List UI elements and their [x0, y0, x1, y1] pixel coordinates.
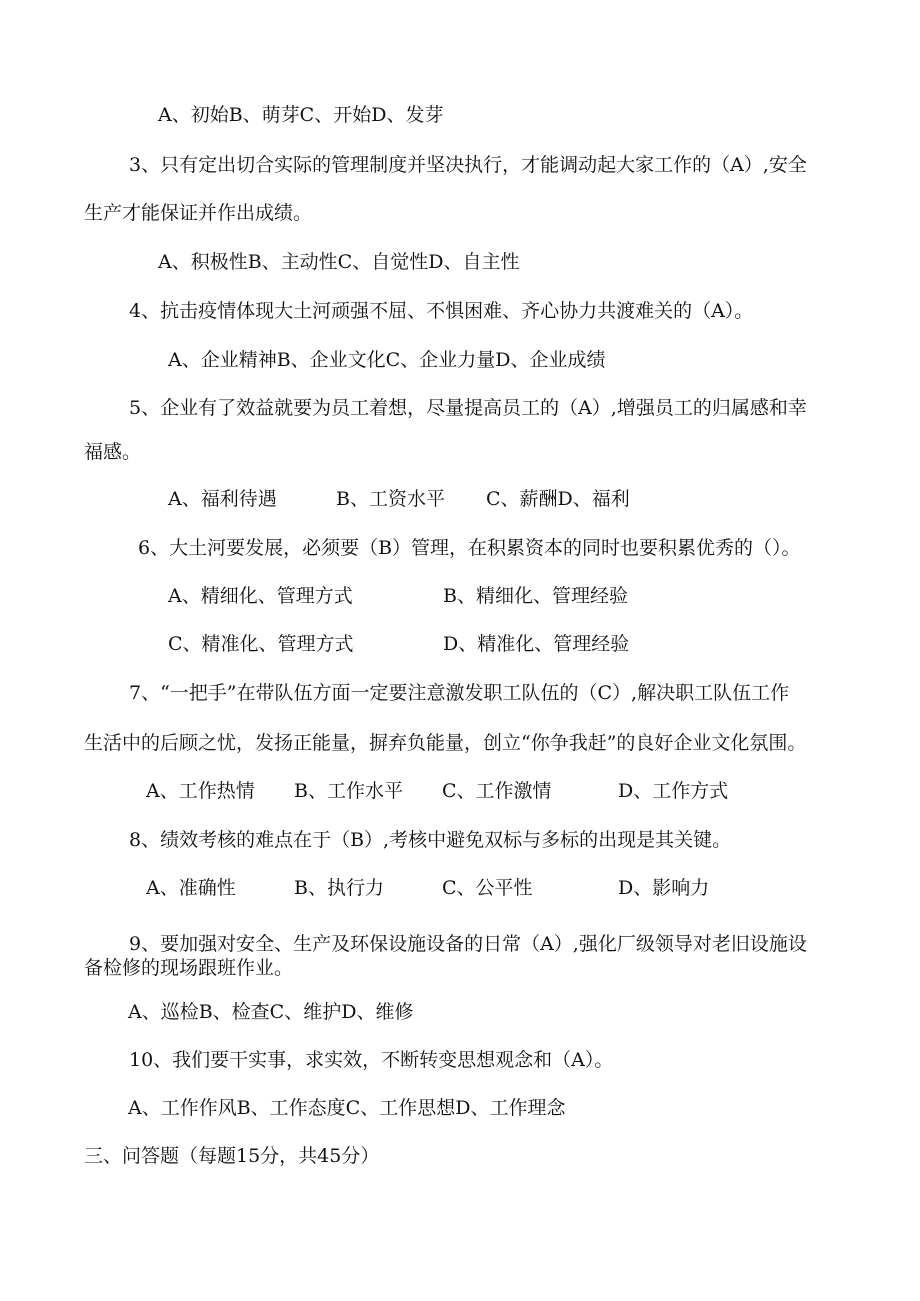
- q5-text-line2: 福感。: [84, 441, 142, 463]
- q8-option-c: C、公平性: [442, 877, 533, 899]
- q7-options: [146, 779, 728, 803]
- q7-text-line2: 生活中的后顾之忧，发扬正能量，摒弃负能量，创立“你争我赶”的良好企业文化氛围。: [84, 732, 807, 754]
- q6-options-row1: [168, 584, 628, 608]
- q9-text-line1: 9、要加强对安全、生产及环保设施设备的日常（A）,强化厂级领导对老旧设施设: [129, 933, 807, 955]
- q6-option-a: A、精细化、管理方式: [168, 585, 353, 607]
- q4-text-line1: 4、抗击疫情体现大土河顽强不屈、不惧困难、齐心协力共渡难关的（A）。: [129, 300, 754, 322]
- q3-options: A、积极性B、主动性C、自觉性D、自主性: [158, 251, 520, 273]
- q4-options: A、企业精神B、企业文化C、企业力量D、企业成绩: [168, 349, 606, 371]
- q7-option-d: D、工作方式: [618, 780, 729, 802]
- q7-option-c: C、工作激情: [442, 780, 552, 802]
- q8-options: [146, 876, 709, 900]
- q5-option-a: A、福利待遇: [168, 488, 277, 510]
- q8-option-a: A、准确性: [146, 877, 236, 899]
- q8-option-b: B、执行力: [294, 877, 384, 899]
- q6-options-row2: [168, 632, 629, 656]
- q6-text-line1: 6、大土河要发展，必须要（B）管理，在积累资本的同时也要积累优秀的（）。: [138, 537, 801, 559]
- q7-text-line1: 7、“一把手”在带队伍方面一定要注意激发职工队伍的（C）,解决职工队伍工作: [129, 682, 790, 704]
- q7-option-a: A、工作热情: [146, 780, 255, 802]
- q9-text-line2: 备检修的现场跟班作业。: [84, 957, 294, 979]
- q6-option-d: D、精准化、管理经验: [443, 633, 630, 655]
- q5-text-line1: 5、企业有了效益就要为员工着想，尽量提高员工的（A）,增强员工的归属感和幸: [129, 397, 807, 419]
- q5-options: [168, 487, 630, 511]
- q7-option-b: B、工作水平: [294, 780, 403, 802]
- q2-options: A、初始B、萌芽C、开始D、发芽: [158, 104, 444, 126]
- q8-text-line1: 8、绩效考核的难点在于（B）,考核中避免双标与多标的出现是其关键。: [129, 829, 732, 851]
- q6-option-b: B、精细化、管理经验: [443, 585, 628, 607]
- q8-option-d: D、影响力: [618, 877, 710, 899]
- q5-option-b: B、工资水平: [336, 488, 445, 510]
- q3-text-line1: 3、只有定出切合实际的管理制度并坚决执行，才能调动起大家工作的（A）,安全: [129, 154, 807, 176]
- q10-text-line1: 10、我们要干实事，求实效，不断转变思想观念和（A）。: [129, 1049, 614, 1071]
- q10-options: A、工作作风B、工作态度C、工作思想D、工作理念: [128, 1097, 566, 1119]
- q5-option-cd: C、薪酬D、福利: [486, 488, 630, 510]
- q3-text-line2: 生产才能保证并作出成绩。: [84, 202, 313, 224]
- section-3-heading: 三、问答题（每题15分，共45分）: [84, 1145, 380, 1167]
- q6-option-c: C、精准化、管理方式: [168, 633, 354, 655]
- q9-options: A、巡检B、检查C、维护D、维修: [128, 1001, 414, 1023]
